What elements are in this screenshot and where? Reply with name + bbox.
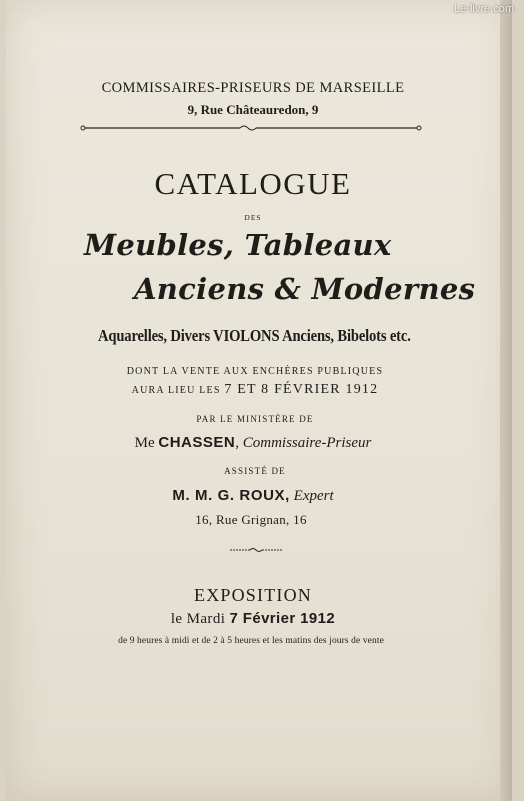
ministere-line: PAR LE MINISTÈRE DE [196,414,314,424]
catalogue-title: CATALOGUE [154,166,352,201]
small-ornament [230,546,282,554]
expert-role: Expert [293,488,334,504]
header-auctioneers: COMMISSAIRES-PRISEURS DE MARSEILLE [101,80,405,96]
exposition-date-prefix: le Mardi [170,611,226,627]
exposition-date-line [0,610,506,628]
exposition-date: 7 Février 1912 [229,610,336,627]
catalogue-cover [6,0,512,801]
header-address: 9, Rue Châteauredon, 9 [187,102,319,117]
expert-address: 16, Rue Grignan, 16 [195,512,307,527]
expert-line [0,487,506,505]
exposition-title: EXPOSITION [194,585,312,605]
sale-line-2 [2,382,508,398]
sale-line-2-prefix: AURA LIEU LES [131,385,221,396]
items-line: Aquarelles, Divers VIOLONS Anciens, Bibelots etc. [98,326,411,345]
watermark: Le-livre.com [454,3,514,15]
ornamental-rule [80,124,422,132]
sale-line-1: DONT LA VENTE AUX ENCHÈRES PUBLIQUES [126,366,384,377]
assiste-line: ASSISTÉ DE [224,466,286,476]
script-line-furniture: Meubles, Tableaux [84,228,392,262]
sale-dates: 7 ET 8 FÉVRIER 1912 [224,382,379,397]
commissaire-role: Commissaire-Priseur [242,435,372,451]
expert-name: M. M. G. ROUX, [172,487,290,504]
exposition-hours: de 9 heures à midi et de 2 à 5 heures et les matins des jours de vente [118,636,384,646]
commissaire-name: CHASSEN [158,434,236,451]
commissaire-line: Me CHASSEN, Commissaire-Priseur [134,434,372,451]
script-line-antique-modern: Anciens & Modernes [134,272,476,306]
commissaire-prefix: Me [134,435,155,451]
des-word: DES [244,213,262,222]
page-edge [500,0,512,801]
